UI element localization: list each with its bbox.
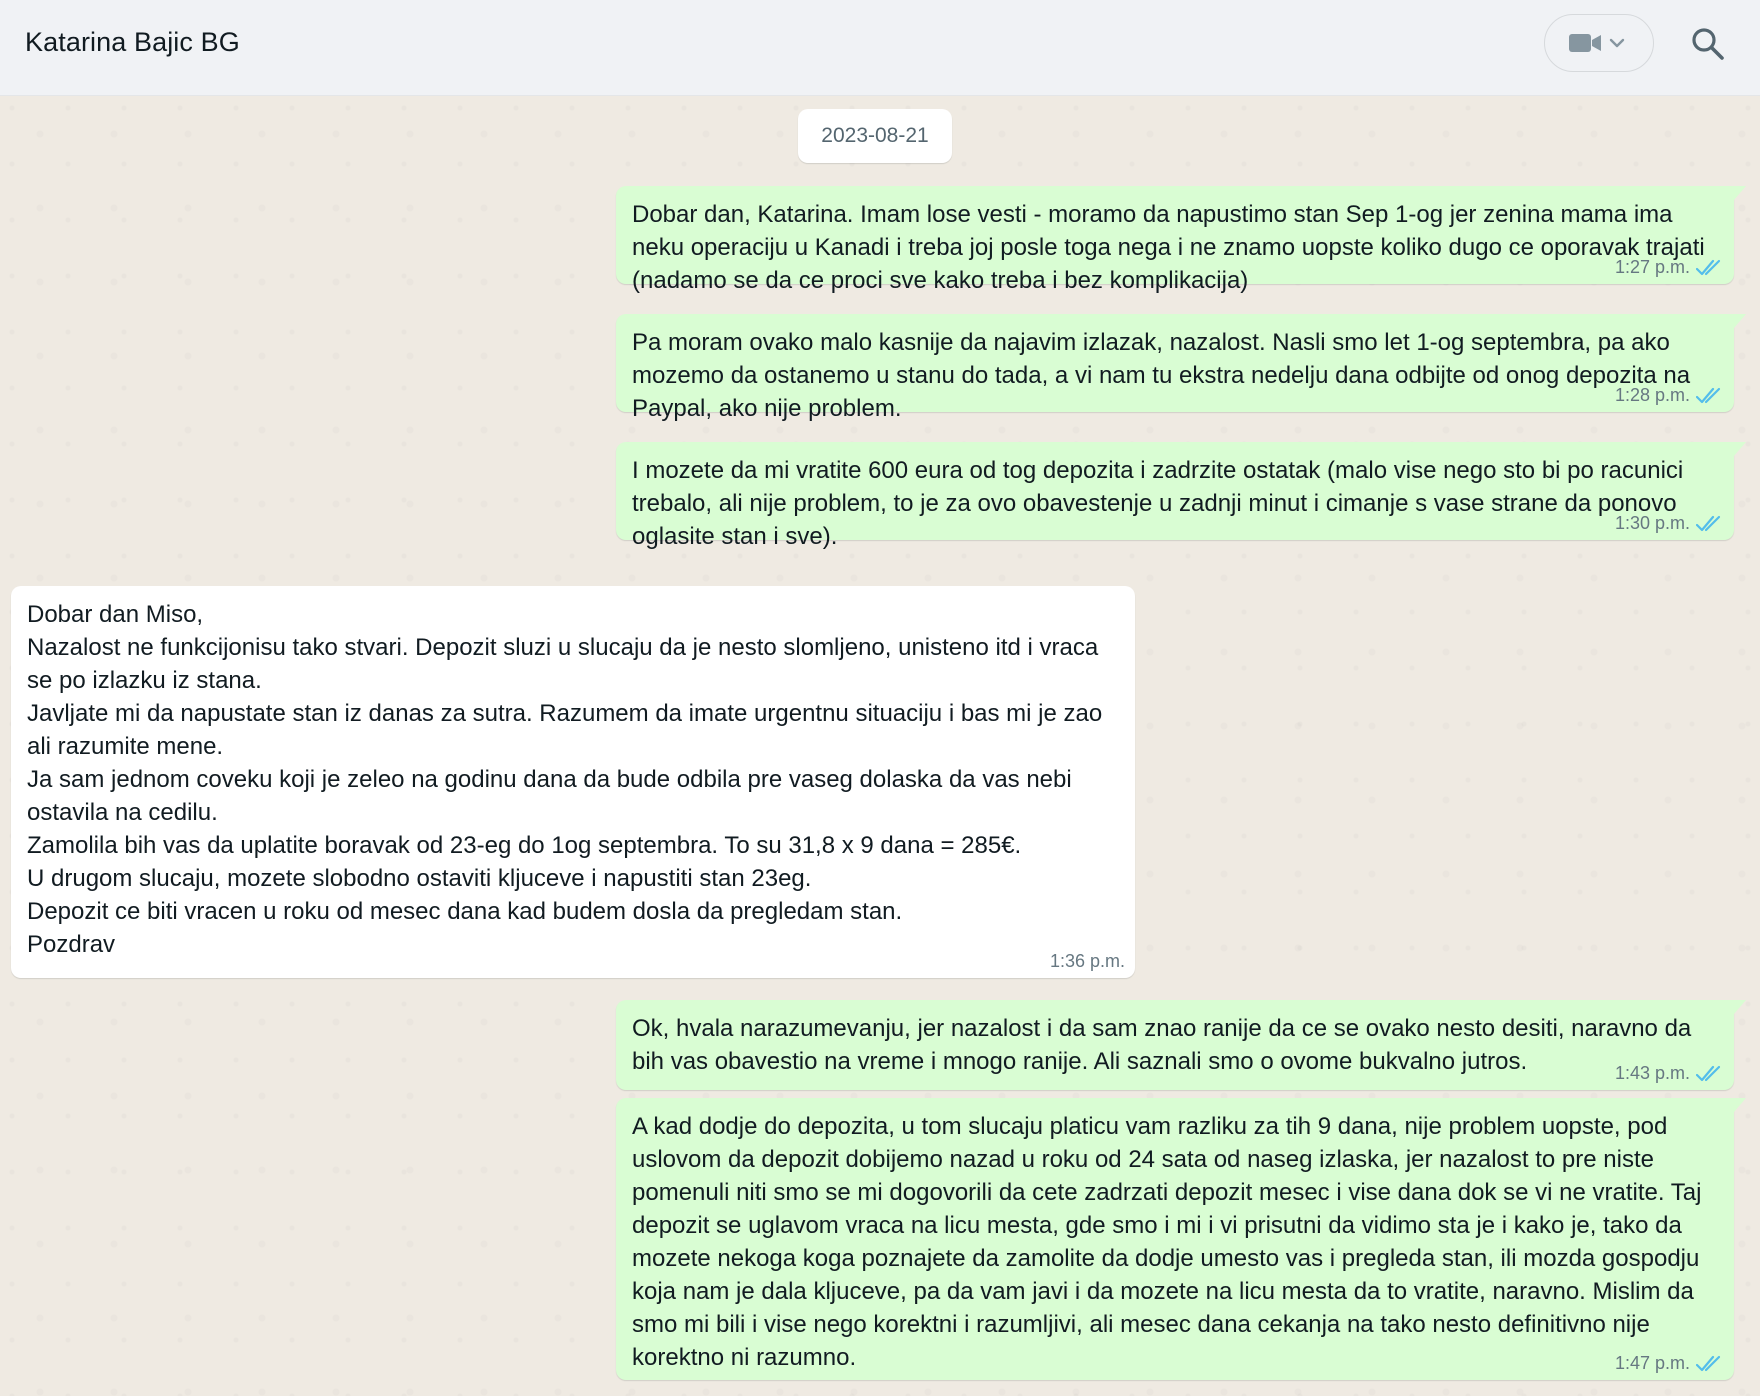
- message-text: Pa moram ovako malo kasnije da najavim izlazak, nazalost. Nasli smo let 1-og septembra, pa ako mozemo da ostanemo u stanu do tada, a vi nam tu ekstra nedelju dana odbijte od onog depozita na Paypal, ako nije problem.: [632, 329, 1691, 422]
- date-separator: 2023-08-21: [798, 109, 952, 163]
- message-meta: [1615, 513, 1724, 534]
- chat-header: [0, 0, 1760, 96]
- message-bubble-outgoing[interactable]: [616, 1000, 1734, 1090]
- message-bubble-incoming[interactable]: [11, 586, 1135, 978]
- double-check-read-icon: [1696, 515, 1724, 533]
- message-time: 1:47 p.m.: [1614, 1353, 1690, 1373]
- double-check-read-icon: [1696, 387, 1724, 405]
- double-check-read-icon: [1696, 1065, 1724, 1083]
- message-time: 1:36 p.m.: [1049, 951, 1125, 971]
- message-time: 1:30 p.m.: [1614, 513, 1690, 533]
- message-text: I mozete da mi vratite 600 eura od tog depozita i zadrzite ostatak (malo vise nego sto bi po racunici trebalo, ali nije problem, to je za ovo obavestenje u zadnji minut i cimanje s vase strane da ponovo oglasite stan i sve).: [632, 457, 1684, 550]
- message-time: 1:27 p.m.: [1614, 257, 1690, 277]
- message-time: 1:28 p.m.: [1614, 385, 1690, 405]
- message-meta: [1615, 1353, 1724, 1374]
- video-camera-icon: [1569, 31, 1633, 57]
- message-text: A kad dodje do depozita, u tom slucaju platicu vam razliku za tih 9 dana, nije problem uopste, pod uslovom da depozit dobijemo nazad u roku od 24 sata od naseg izlaska, jer nazalost to pre niste pomenuli niti smo se mi dogovorili da cete zadrzati depozit mesec i vise dana dok se vi ne vratite. Taj depozit se uglavom vraca na licu mesta, gde smo i mi i vi prisutni da vidimo sta je i kako je, tako da mozete nekoga koga poznajete da zamolite da dodje umesto vas i pregleda stan, ili mozda gospodju koja nam je dala kljuceve, pa da vam javi i da mozete na licu mesta da to vratite, naravno. Mislim da smo mi bili i vise nego korektni i razumljivi, ali mesec dana cekanja na tako nesto definitivno nije korektno ni razumno.: [632, 1113, 1702, 1371]
- message-bubble-outgoing[interactable]: [616, 1098, 1734, 1380]
- message-bubble-outgoing[interactable]: [616, 442, 1734, 550]
- message-list[interactable]: [0, 96, 1760, 1396]
- message-bubble-outgoing[interactable]: [616, 186, 1734, 294]
- contact-name[interactable]: Katarina Bajic BG: [25, 27, 240, 57]
- double-check-read-icon: [1696, 1355, 1724, 1373]
- message-text: Dobar dan Miso, Nazalost ne funkcijonisu tako stvari. Depozit sluzi u slucaju da je nesto slomljeno, unisteno itd i vraca se po izlazku iz stana. Javljate mi da napustate stan iz danas za sutra. Razumem da imate urgentnu situaciju i bas mi je zao ali razumite mene. Ja sam jednom coveku koji je zeleo na godinu dana da bude odbila pre vaseg dolaska da vas nebi ostavila na cedilu. Zamolila bih vas da uplatite boravak od 23-eg do 1og septembra. To su 31,8 x 9 dana = 285€. U drugom slucaju, mozete slobodno ostaviti kljuceve i napustiti stan 23eg. Depozit ce biti vracen u roku od mesec dana kad budem dosla da pregledam stan. Pozdrav: [27, 601, 1103, 958]
- search-icon: [1690, 26, 1726, 62]
- message-meta: [1615, 257, 1724, 278]
- video-call-button[interactable]: [1544, 14, 1654, 72]
- double-check-read-icon: [1696, 259, 1724, 277]
- message-text: Ok, hvala narazumevanju, jer nazalost i da sam znao ranije da ce se ovako nesto desiti, naravno da bih vas obavestio na vreme i mnogo ranije. Ali saznali smo o ovome bukvalno jutros.: [632, 1015, 1692, 1075]
- message-time: 1:43 p.m.: [1614, 1063, 1690, 1083]
- message-meta: [1615, 385, 1724, 406]
- chevron-down-icon: [1611, 40, 1623, 46]
- message-meta: [1050, 951, 1125, 972]
- search-button[interactable]: [1690, 26, 1726, 62]
- message-bubble-outgoing[interactable]: [616, 314, 1734, 422]
- message-meta: [1615, 1063, 1724, 1084]
- message-text: Dobar dan, Katarina. Imam lose vesti - moramo da napustimo stan Sep 1-og jer zenina mama ima neku operaciju u Kanadi i treba joj posle toga nega i ne znamo uopste koliko dugo ce oporavak trajati (nadamo se da ce proci sve kako treba i bez komplikacija): [632, 201, 1705, 294]
